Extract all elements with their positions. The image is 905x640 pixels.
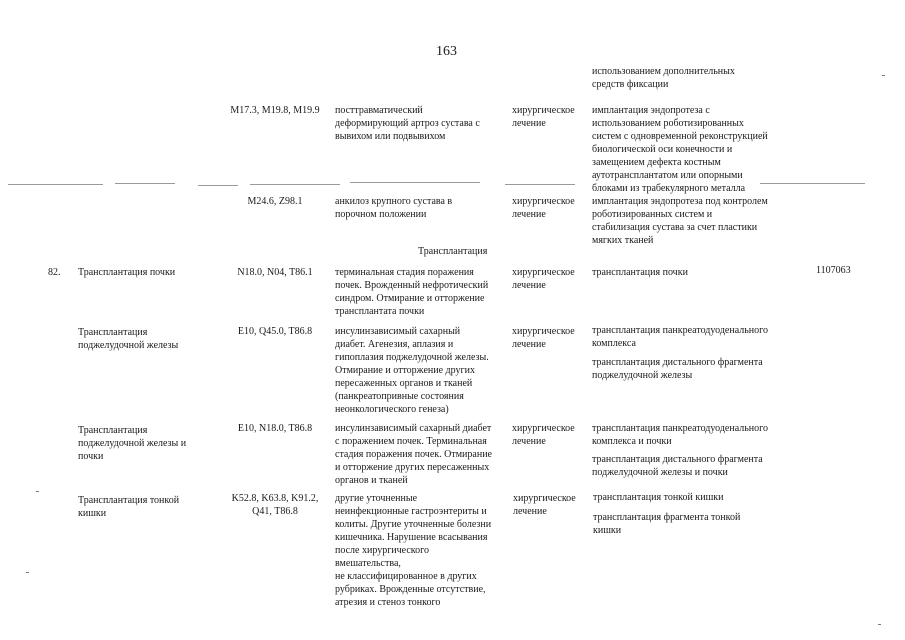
- treatment-line: лечение: [512, 280, 546, 291]
- model-line: диабет. Агенезия, аплазия и: [335, 339, 454, 350]
- method-line: поджелудочной железы и почки: [592, 467, 728, 478]
- method-line: роботизированных систем и: [592, 209, 713, 220]
- model-line: и отторжение других пересаженных: [335, 462, 490, 473]
- treatment-line: лечение: [512, 436, 546, 447]
- scan-speck: [882, 75, 885, 76]
- model-line: колиты. Другие уточненные болезни: [335, 519, 492, 530]
- method-continuation-line: средств фиксации: [592, 79, 669, 90]
- scan-speck: [878, 624, 881, 625]
- model-line: синдром. Отмирание и отторжение: [335, 293, 485, 304]
- model-line: с поражением почек. Терминальная: [335, 436, 487, 447]
- model-line: неонкологического генеза): [335, 404, 449, 415]
- model-line: атрезия и стеноз тонкого: [335, 597, 441, 608]
- model-line: другие уточненные: [335, 493, 418, 504]
- model-line: инсулинзависимый сахарный: [335, 326, 461, 337]
- method-continuation-line: использованием дополнительных: [592, 66, 735, 77]
- model-line: неинфекционные гастроэнтериты и: [335, 506, 487, 517]
- name-line: Трансплантация: [78, 327, 148, 338]
- method-line: трансплантация дистального фрагмента: [592, 454, 763, 465]
- treatment-line: лечение: [512, 118, 546, 129]
- model-line: (панкреатопривные состояния: [335, 391, 464, 402]
- method-line: кишки: [593, 525, 622, 536]
- method-line: имплантация эндопротеза с: [592, 105, 710, 116]
- model-line: порочном положении: [335, 209, 427, 220]
- method-line: мягких тканей: [592, 235, 654, 246]
- codes-cell: E10, N18.0, T86.8: [237, 423, 313, 434]
- method-line: трансплантация панкреатодуоденального: [592, 325, 768, 336]
- row-number: 82.: [48, 267, 61, 278]
- codes-cell: M24.6, Z98.1: [247, 196, 303, 207]
- codes-cell: K52.8, K63.8, K91.2,: [231, 493, 319, 504]
- treatment-line: хирургическое: [512, 423, 575, 434]
- name-line: Трансплантация тонкой: [78, 495, 180, 506]
- model-line: вывихом или подвывихом: [335, 131, 446, 142]
- method-line: комплекса: [592, 338, 636, 349]
- scan-artifact: [0, 178, 905, 192]
- name-line: поджелудочной железы и: [78, 438, 187, 449]
- method-line: замещением дефекта костным: [592, 157, 721, 168]
- scan-speck: [26, 572, 29, 573]
- model-line: не классифицированное в других: [335, 571, 477, 582]
- name-line: кишки: [78, 508, 107, 519]
- treatment-line: хирургическое: [512, 326, 575, 337]
- name-line: Трансплантация: [78, 425, 148, 436]
- method-line: трансплантация дистального фрагмента: [592, 357, 763, 368]
- name-line: почки: [78, 451, 104, 462]
- model-line: рубриках. Врожденные отсутствие,: [335, 584, 486, 595]
- cost-cell: 1107063: [816, 265, 851, 276]
- treatment-line: хирургическое: [512, 196, 575, 207]
- method-line: блоками из трабекулярного металла: [592, 183, 746, 194]
- name-line: Трансплантация почки: [78, 267, 176, 278]
- method-line: трансплантация панкреатодуоденального: [592, 423, 768, 434]
- treatment-line: лечение: [512, 209, 546, 220]
- model-line: трансплантата почки: [335, 306, 425, 317]
- model-line: инсулинзависимый сахарный диабет: [335, 423, 492, 434]
- method-line: комплекса и почки: [592, 436, 672, 447]
- name-line: поджелудочной железы: [78, 340, 179, 351]
- treatment-line: хирургическое: [512, 267, 575, 278]
- model-line: Отмирание и отторжение других: [335, 365, 475, 376]
- method-line: трансплантация почки: [592, 267, 688, 278]
- model-line: почек. Врожденный нефротический: [335, 280, 489, 291]
- model-line: пересаженных органов и тканей: [335, 378, 473, 389]
- model-line: анкилоз крупного сустава в: [335, 196, 453, 207]
- model-line: деформирующий артроз сустава с: [335, 118, 480, 129]
- model-line: гипоплазия поджелудочной железы.: [335, 352, 489, 363]
- model-line: терминальная стадия поражения: [335, 267, 474, 278]
- model-line: кишечника. Нарушение всасывания: [335, 532, 488, 543]
- method-line: поджелудочной железы: [592, 370, 693, 381]
- model-line: стадия поражения почек. Отмирание: [335, 449, 492, 460]
- method-line: использованием роботизированных: [592, 118, 744, 129]
- codes-cell: Q41, T86.8: [252, 506, 298, 517]
- method-line: аутотрансплантатом или опорными: [592, 170, 743, 181]
- method-line: систем с одновременной реконструкцией: [592, 131, 768, 142]
- codes-cell: N18.0, N04, T86.1: [237, 267, 313, 278]
- page-number: 163: [436, 44, 457, 59]
- method-line: имплантация эндопротеза под контролем: [592, 196, 768, 207]
- method-line: биологической оси конечности и: [592, 144, 733, 155]
- codes-cell: M17.3, M19.8, M19.9: [230, 105, 320, 116]
- method-line: стабилизация сустава за счет пластики: [592, 222, 758, 233]
- treatment-line: лечение: [512, 339, 546, 350]
- section-heading: Трансплантация: [418, 246, 488, 257]
- treatment-line: хирургическое: [513, 493, 576, 504]
- model-line: вмешательства,: [335, 558, 401, 569]
- codes-cell: E10, Q45.0, T86.8: [237, 326, 313, 337]
- method-line: трансплантация фрагмента тонкой: [593, 512, 741, 523]
- model-line: органов и тканей: [335, 475, 408, 486]
- scan-speck: [36, 491, 39, 492]
- method-line: трансплантация тонкой кишки: [593, 492, 724, 503]
- model-line: после хирургического: [335, 545, 429, 556]
- treatment-line: лечение: [513, 506, 547, 517]
- treatment-line: хирургическое: [512, 105, 575, 116]
- model-line: посттравматический: [335, 105, 423, 116]
